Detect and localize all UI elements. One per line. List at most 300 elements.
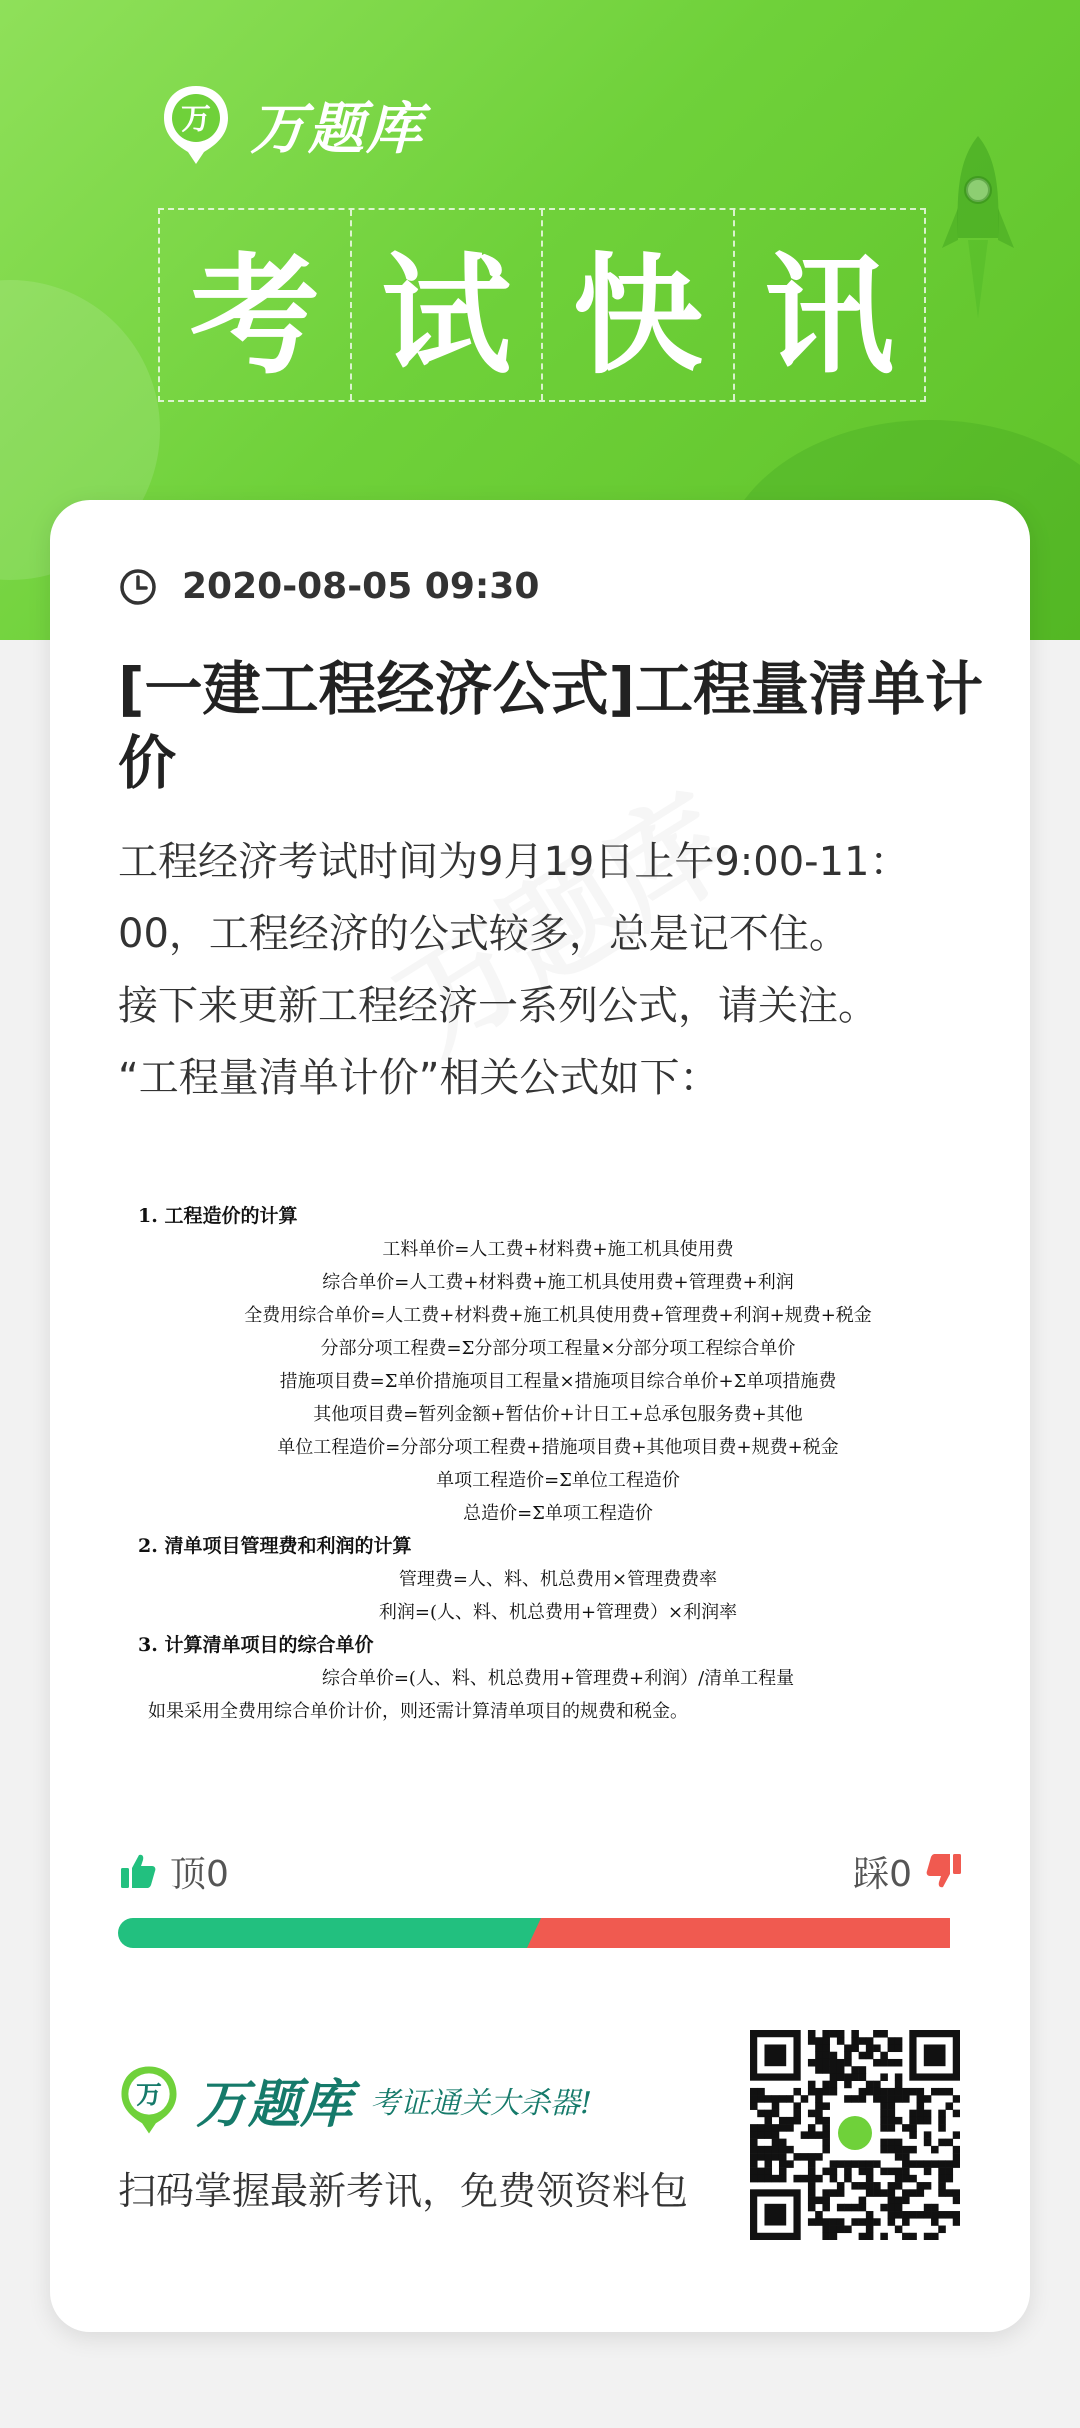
- qr-module: [873, 2218, 881, 2226]
- qr-module: [779, 2146, 787, 2154]
- formula-line: 总造价=Σ单项工程造价: [463, 1503, 653, 1524]
- qr-module: [938, 2088, 946, 2096]
- qr-module: [786, 2146, 794, 2154]
- qr-module: [895, 2182, 903, 2190]
- qr-module: [750, 2095, 758, 2103]
- qr-module: [757, 2088, 765, 2096]
- qr-module: [859, 2182, 867, 2190]
- thumbs-up-icon: [118, 1851, 158, 1891]
- qr-module: [859, 2066, 867, 2074]
- brand-name: 万题库: [250, 97, 424, 162]
- qr-module: [808, 2197, 816, 2205]
- qr-module: [902, 2088, 910, 2096]
- qr-module: [793, 2110, 801, 2118]
- qr-module: [888, 2102, 896, 2110]
- qr-module: [895, 2197, 903, 2205]
- qr-module: [750, 2146, 758, 2154]
- qr-module: [909, 2160, 917, 2168]
- qr-module: [895, 2146, 903, 2154]
- qr-module: [859, 2088, 867, 2096]
- qr-module: [895, 2168, 903, 2176]
- qr-module: [917, 2102, 925, 2110]
- qr-module: [808, 2189, 816, 2197]
- qr-module: [822, 2102, 830, 2110]
- qr-module: [946, 2189, 954, 2197]
- downvote-count: 踩0: [853, 1853, 912, 1895]
- qr-module: [822, 2233, 830, 2240]
- qr-module: [750, 2175, 758, 2183]
- qr-module: [946, 2088, 954, 2096]
- qr-module: [851, 2095, 859, 2103]
- upvote-button[interactable]: [118, 1846, 229, 1897]
- qr-module: [808, 2059, 816, 2067]
- qr-module: [902, 2175, 910, 2183]
- qr-module: [844, 2160, 852, 2168]
- qr-module: [815, 2088, 823, 2096]
- qr-module: [895, 2204, 903, 2212]
- qr-module: [837, 2182, 845, 2190]
- qr-module: [938, 2117, 946, 2125]
- qr-module: [750, 2088, 758, 2096]
- qr-module: [924, 2233, 932, 2240]
- qr-module: [938, 2182, 946, 2190]
- qr-module: [866, 2226, 874, 2234]
- qr-module: [808, 2153, 816, 2161]
- qr-module: [895, 2081, 903, 2089]
- qr-module: [880, 2095, 888, 2103]
- qr-module: [895, 2117, 903, 2125]
- qr-module: [764, 2168, 772, 2176]
- qr-module: [859, 2197, 867, 2205]
- svg-text:万: 万: [181, 102, 211, 137]
- qr-module: [873, 2030, 881, 2038]
- qr-module: [822, 2059, 830, 2067]
- article-paragraph: 工程经济考试时间为9月19日上午9:00-11：00，工程经济的公式较多，总是记不住。: [118, 839, 910, 957]
- qr-module: [822, 2052, 830, 2060]
- qr-module: [815, 2052, 823, 2060]
- headline-char: 试: [352, 210, 544, 400]
- qr-module: [837, 2059, 845, 2067]
- qr-module: [946, 2102, 954, 2110]
- qr-module: [902, 2146, 910, 2154]
- qr-module: [764, 2146, 772, 2154]
- qr-module: [844, 2044, 852, 2052]
- qr-module: [851, 2030, 859, 2038]
- qr-module: [793, 2088, 801, 2096]
- qr-module: [772, 2124, 780, 2132]
- qr-module: [880, 2030, 888, 2038]
- qr-module: [917, 2117, 925, 2125]
- qr-module: [750, 2139, 758, 2147]
- qr-module: [866, 2037, 874, 2045]
- footer-brand: [118, 2062, 592, 2137]
- qr-module: [888, 2044, 896, 2052]
- qr-module: [895, 2073, 903, 2081]
- qr-module: [895, 2211, 903, 2219]
- qr-finder: [924, 2044, 946, 2066]
- qr-module: [764, 2117, 772, 2125]
- qr-module: [888, 2204, 896, 2212]
- qr-module: [772, 2146, 780, 2154]
- qr-module: [808, 2204, 816, 2212]
- qr-module: [924, 2160, 932, 2168]
- qr-module: [902, 2095, 910, 2103]
- qr-module: [909, 2117, 917, 2125]
- qr-module: [844, 2052, 852, 2060]
- qr-module: [757, 2124, 765, 2132]
- qr-module: [808, 2037, 816, 2045]
- qr-module: [909, 2088, 917, 2096]
- qr-module: [750, 2160, 758, 2168]
- header-brand: [160, 82, 424, 168]
- qr-module: [880, 2124, 888, 2132]
- upvote-bar-segment: [118, 1918, 541, 1948]
- qr-module: [946, 2139, 954, 2147]
- qr-module: [902, 2233, 910, 2240]
- qr-module: [822, 2168, 830, 2176]
- vote-ratio-bar: [118, 1918, 964, 1948]
- qr-module: [902, 2124, 910, 2132]
- qr-module: [808, 2182, 816, 2190]
- qr-module: [779, 2160, 787, 2168]
- qr-module: [793, 2175, 801, 2183]
- qr-module: [815, 2131, 823, 2139]
- qr-module: [931, 2146, 939, 2154]
- headline-char: 考: [160, 210, 352, 400]
- qr-module: [895, 2095, 903, 2103]
- qr-module: [815, 2218, 823, 2226]
- qr-module: [793, 2153, 801, 2161]
- qr-module: [750, 2131, 758, 2139]
- qr-module: [815, 2153, 823, 2161]
- qr-module: [902, 2218, 910, 2226]
- qr-module: [859, 2052, 867, 2060]
- qr-module: [851, 2073, 859, 2081]
- qr-module: [917, 2095, 925, 2103]
- qr-module: [866, 2218, 874, 2226]
- qr-module: [953, 2095, 960, 2103]
- qr-module: [880, 2189, 888, 2197]
- qr-module: [917, 2160, 925, 2168]
- qr-module: [938, 2160, 946, 2168]
- publish-date: 2020-08-05 09:30: [182, 566, 540, 607]
- qr-module: [779, 2153, 787, 2161]
- qr-module: [851, 2182, 859, 2190]
- formula-image: [118, 1200, 998, 1740]
- qr-module: [757, 2146, 765, 2154]
- formula-line: 全费用综合单价=人工费+材料费+施工机具使用费+管理费+利润+规费+税金: [244, 1305, 872, 1326]
- qr-module: [830, 2059, 838, 2067]
- qr-module: [924, 2139, 932, 2147]
- qr-module: [924, 2182, 932, 2190]
- formula-line: 管理费=人、料、机总费用×管理费费率: [398, 1569, 718, 1590]
- qr-module: [815, 2044, 823, 2052]
- qr-module: [837, 2226, 845, 2234]
- qr-module: [888, 2088, 896, 2096]
- qr-module: [902, 2189, 910, 2197]
- qr-module: [822, 2204, 830, 2212]
- qr-module: [764, 2110, 772, 2118]
- qr-module: [764, 2153, 772, 2161]
- qr-module: [815, 2037, 823, 2045]
- qr-module: [859, 2073, 867, 2081]
- qr-module: [786, 2160, 794, 2168]
- qr-module: [931, 2211, 939, 2219]
- qr-module: [808, 2175, 816, 2183]
- qr-module: [880, 2073, 888, 2081]
- qr-module: [902, 2197, 910, 2205]
- qr-module: [808, 2081, 816, 2089]
- qr-module: [938, 2124, 946, 2132]
- footer-description: 扫码掌握最新考讯，免费领资料包: [118, 2169, 689, 2213]
- qr-module: [750, 2153, 758, 2161]
- qr-module: [844, 2073, 852, 2081]
- qr-module: [844, 2168, 852, 2176]
- qr-module: [938, 2189, 946, 2197]
- qr-module: [888, 2189, 896, 2197]
- downvote-button[interactable]: [853, 1846, 964, 1897]
- qr-module: [873, 2044, 881, 2052]
- qr-module: [822, 2226, 830, 2234]
- qr-module: [938, 2211, 946, 2219]
- formula-line: 单位工程造价=分部分项工程费+措施项目费+其他项目费+规费+税金: [277, 1437, 839, 1458]
- formula-line: 利润=(人、料、机总费用+管理费）×利润率: [378, 1602, 738, 1623]
- qr-module: [953, 2189, 960, 2197]
- qr-module: [822, 2030, 830, 2038]
- qr-module: [888, 2168, 896, 2176]
- qr-module: [895, 2139, 903, 2147]
- qr-module: [924, 2204, 932, 2212]
- qr-module: [859, 2204, 867, 2212]
- qr-module: [851, 2218, 859, 2226]
- qr-module: [815, 2197, 823, 2205]
- qr-module: [815, 2117, 823, 2125]
- qr-module: [822, 2131, 830, 2139]
- qr-module: [815, 2095, 823, 2103]
- qr-module: [844, 2081, 852, 2089]
- qr-module: [844, 2059, 852, 2067]
- formula-note: 如果采用全费用综合单价计价，则还需计算清单项目的规费和税金。: [148, 1701, 688, 1722]
- qr-module: [764, 2124, 772, 2132]
- qr-module: [764, 2175, 772, 2183]
- qr-module: [772, 2175, 780, 2183]
- qr-module: [859, 2168, 867, 2176]
- article-title: [一建工程经济公式]工程量清单计价: [118, 655, 984, 797]
- qr-module: [779, 2124, 787, 2132]
- qr-module: [772, 2131, 780, 2139]
- qr-module: [866, 2088, 874, 2096]
- thumbs-down-icon: [924, 1851, 964, 1891]
- qr-module: [757, 2168, 765, 2176]
- qr-module: [938, 2226, 946, 2234]
- qr-module: [851, 2204, 859, 2212]
- qr-module: [786, 2095, 794, 2103]
- qr-module: [924, 2131, 932, 2139]
- qr-module: [764, 2160, 772, 2168]
- qr-module: [888, 2117, 896, 2125]
- headline-exam-news: [158, 208, 926, 402]
- qr-module: [830, 2081, 838, 2089]
- formula-line: 其他项目费=暂列金额+暂估价+计日工+总承包服务费+其他: [313, 1404, 803, 1425]
- qr-module: [808, 2131, 816, 2139]
- qr-module: [938, 2110, 946, 2118]
- qr-module: [917, 2182, 925, 2190]
- headline-char: 讯: [764, 239, 895, 392]
- qr-module: [851, 2066, 859, 2074]
- qr-module: [786, 2117, 794, 2125]
- qr-module: [808, 2168, 816, 2176]
- qr-module: [873, 2160, 881, 2168]
- vote-row: [118, 1846, 964, 1896]
- qr-module: [953, 2153, 960, 2161]
- headline-char: 快: [543, 210, 735, 400]
- qr-module: [822, 2146, 830, 2154]
- qr-center-logo-mark: [838, 2116, 872, 2150]
- qr-module: [917, 2088, 925, 2096]
- formula-line: 单项工程造价=Σ单位工程造价: [436, 1470, 680, 1491]
- qr-module: [953, 2110, 960, 2118]
- qr-module: [895, 2037, 903, 2045]
- qr-module: [895, 2175, 903, 2183]
- qr-module: [946, 2168, 954, 2176]
- qr-module: [822, 2088, 830, 2096]
- qr-module: [837, 2037, 845, 2045]
- brand-logo-icon: [160, 82, 232, 168]
- qr-module: [757, 2131, 765, 2139]
- qr-module: [909, 2131, 917, 2139]
- article-paragraph: “工程量清单计价”相关公式如下：: [118, 1055, 720, 1101]
- qr-module: [808, 2124, 816, 2132]
- qr-module: [801, 2095, 809, 2103]
- qr-module: [880, 2233, 888, 2240]
- qr-module: [880, 2146, 888, 2154]
- qr-module: [953, 2131, 960, 2139]
- qr-module: [888, 2211, 896, 2219]
- qr-module: [866, 2052, 874, 2060]
- qr-module: [815, 2102, 823, 2110]
- qr-module: [873, 2088, 881, 2096]
- qr-module: [772, 2095, 780, 2103]
- qr-module: [793, 2117, 801, 2125]
- qr-module: [801, 2131, 809, 2139]
- qr-module: [895, 2044, 903, 2052]
- qr-module: [880, 2059, 888, 2067]
- qr-module: [931, 2204, 939, 2212]
- qr-module: [917, 2189, 925, 2197]
- footer-brand-name: 万题库: [196, 2075, 353, 2135]
- qr-code[interactable]: [750, 2030, 960, 2240]
- qr-module: [750, 2168, 758, 2176]
- qr-module: [830, 2189, 838, 2197]
- qr-module: [793, 2102, 801, 2110]
- clock-icon: [118, 567, 158, 607]
- qr-module: [801, 2153, 809, 2161]
- qr-module: [851, 2044, 859, 2052]
- publish-time: [118, 566, 539, 607]
- qr-module: [938, 2168, 946, 2176]
- qr-module: [866, 2081, 874, 2089]
- article-body: [118, 826, 998, 1114]
- qr-module: [909, 2124, 917, 2132]
- qr-module: [902, 2168, 910, 2176]
- qr-module: [880, 2204, 888, 2212]
- qr-module: [888, 2218, 896, 2226]
- qr-module: [830, 2066, 838, 2074]
- qr-module: [895, 2088, 903, 2096]
- qr-module: [888, 2095, 896, 2103]
- formula-section-title: 3. 计算清单项目的综合单价: [138, 1634, 374, 1656]
- qr-module: [830, 2088, 838, 2096]
- qr-module: [764, 2095, 772, 2103]
- qr-module: [764, 2131, 772, 2139]
- qr-module: [895, 2226, 903, 2234]
- qr-module: [866, 2168, 874, 2176]
- qr-module: [909, 2110, 917, 2118]
- qr-module: [815, 2066, 823, 2074]
- qr-module: [822, 2218, 830, 2226]
- formula-line: 工料单价=人工费+材料费+施工机具使用费: [382, 1239, 734, 1260]
- qr-module: [859, 2218, 867, 2226]
- qr-module: [902, 2160, 910, 2168]
- qr-module: [946, 2160, 954, 2168]
- qr-module: [830, 2233, 838, 2240]
- qr-module: [750, 2124, 758, 2132]
- qr-module: [888, 2037, 896, 2045]
- downvote-bar-segment: [527, 1918, 950, 1948]
- qr-module: [888, 2139, 896, 2147]
- qr-module: [880, 2102, 888, 2110]
- qr-module: [880, 2110, 888, 2118]
- qr-module: [837, 2030, 845, 2038]
- qr-module: [757, 2153, 765, 2161]
- qr-module: [888, 2197, 896, 2205]
- qr-module: [822, 2197, 830, 2205]
- formula-section-title: 2. 清单项目管理费和利润的计算: [138, 1535, 412, 1557]
- footer-logo-icon: [118, 2063, 180, 2137]
- qr-module: [844, 2175, 852, 2183]
- qr-module: [779, 2139, 787, 2147]
- qr-module: [938, 2139, 946, 2147]
- qr-module: [815, 2211, 823, 2219]
- qr-module: [888, 2146, 896, 2154]
- qr-module: [808, 2030, 816, 2038]
- qr-module: [830, 2030, 838, 2038]
- qr-module: [772, 2102, 780, 2110]
- qr-module: [786, 2124, 794, 2132]
- qr-module: [859, 2095, 867, 2103]
- qr-module: [880, 2088, 888, 2096]
- qr-module: [909, 2146, 917, 2154]
- qr-module: [830, 2168, 838, 2176]
- qr-module: [830, 2226, 838, 2234]
- qr-module: [924, 2110, 932, 2118]
- formula-line: 综合单价=(人、料、机总费用+管理费+利润）/清单工程量: [321, 1668, 795, 1689]
- qr-module: [822, 2189, 830, 2197]
- qr-module: [946, 2175, 954, 2183]
- qr-module: [880, 2117, 888, 2125]
- qr-module: [830, 2218, 838, 2226]
- qr-module: [924, 2117, 932, 2125]
- qr-module: [873, 2189, 881, 2197]
- qr-module: [815, 2110, 823, 2118]
- qr-module: [808, 2160, 816, 2168]
- qr-module: [837, 2160, 845, 2168]
- qr-module: [859, 2160, 867, 2168]
- qr-module: [822, 2081, 830, 2089]
- qr-module: [859, 2233, 867, 2240]
- svg-text:万: 万: [136, 2079, 162, 2110]
- qr-module: [830, 2160, 838, 2168]
